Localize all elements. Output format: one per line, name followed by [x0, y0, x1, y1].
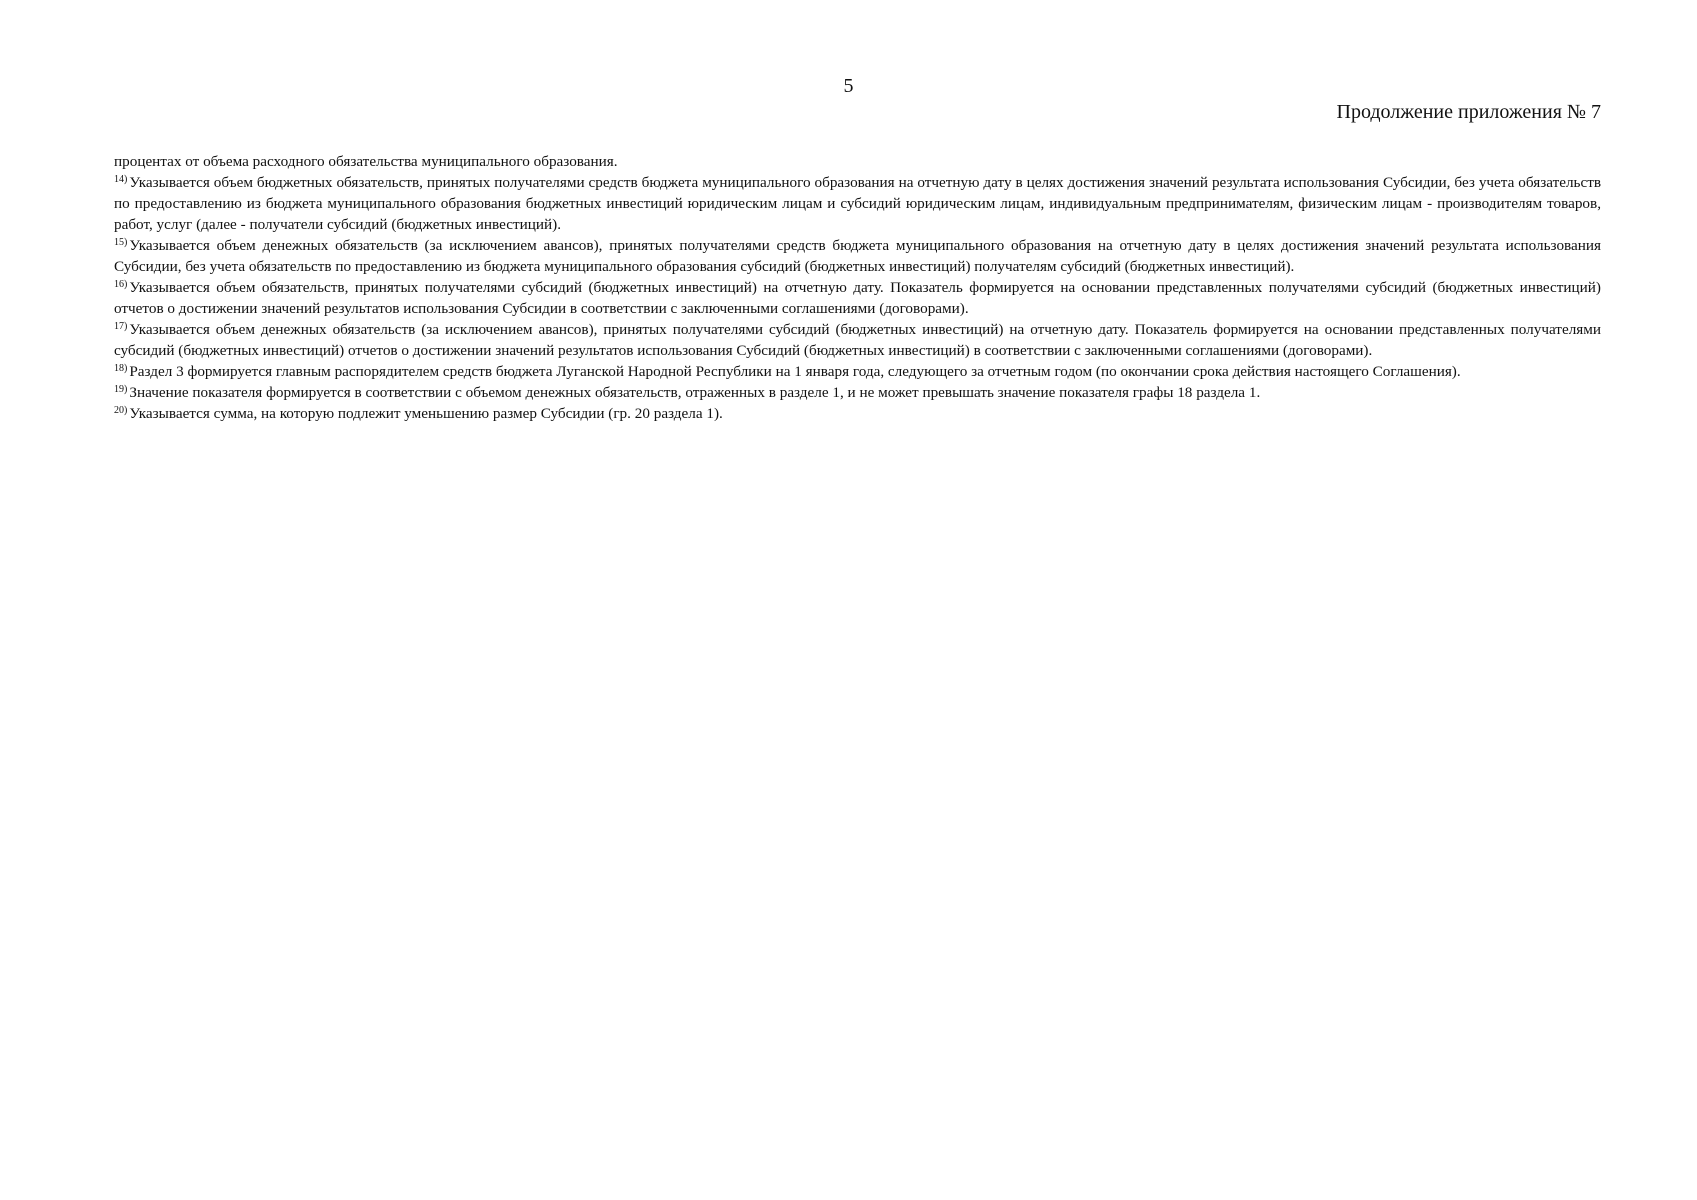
footnote-marker: 14): [114, 174, 128, 185]
footnote-marker: 18): [114, 363, 128, 374]
footnote-15: [114, 235, 1601, 277]
footnote-marker: 16): [114, 279, 128, 290]
footnote-text: Указывается сумма, на которую подлежит уменьшению размер Субсидии (гр. 20 раздела 1).: [129, 405, 723, 422]
footnote-marker: 20): [114, 405, 128, 416]
footnote-text: Указывается объем денежных обязательств (за исключением авансов), принятых получателями средств бюджета муниципального образования на отчетную дату в целях достижения значений результата использования Субсидии, без учета обязательств по предоставлению из бюджета муниципального образования субсидий (бюджетных инвестиций) получателям субсидий (бюджетных инвестиций).: [114, 237, 1601, 275]
appendix-heading: Продолжение приложения № 7: [1336, 101, 1601, 123]
footnote-text: Указывается объем бюджетных обязательств, принятых получателями средств бюджета муниципального образования на отчетную дату в целях достижения значений результата использования Субсидии, без учета обязательств по предоставлению из бюджета муниципального образования бюджетных инвестиций юридическим лицам и субсидий юридическим лицам, индивидуальным предпринимателям, физическим лицам - производителям товаров, работ, услуг (далее - получатели субсидий (бюджетных инвестиций).: [114, 174, 1601, 233]
footnote-14: [114, 172, 1601, 235]
footnote-text: Раздел 3 формируется главным распорядителем средств бюджета Луганской Народной Республики на 1 января года, следующего за отчетным годом (по окончании срока действия настоящего Соглашения).: [129, 363, 1461, 380]
footnote-marker: 17): [114, 321, 128, 332]
footnote-text: Значение показателя формируется в соответствии с объемом денежных обязательств, отраженных в разделе 1, и не может превышать значение показателя графы 18 раздела 1.: [129, 384, 1261, 401]
footnote-20: [114, 403, 1601, 424]
page-number: 5: [843, 75, 854, 97]
footnote-16: [114, 277, 1601, 319]
footnote-marker: 19): [114, 384, 128, 395]
footnote-text: Указывается объем денежных обязательств (за исключением авансов), принятых получателями субсидий (бюджетных инвестиций) на отчетную дату. Показатель формируется на основании представленных получателями субсидий (бюджетных инвестиций) отчетов о достижении значений результатов использования Субсидий (бюджетных инвестиций) в соответствии с заключенными соглашениями (договорами).: [114, 321, 1601, 359]
footnote-marker: 15): [114, 237, 128, 248]
footnote-17: [114, 319, 1601, 361]
footnote-text: процентах от объема расходного обязательства муниципального образования.: [114, 153, 618, 170]
footnote-text: Указывается объем обязательств, принятых получателями субсидий (бюджетных инвестиций) на отчетную дату. Показатель формируется на основании представленных получателями субсидий (бюджетных инвестиций) отчетов о достижении значений результатов использования Субсидии в соответствии с заключенными соглашениями (договорами).: [114, 279, 1601, 317]
footnote-18: [114, 361, 1601, 382]
footnotes-block: [114, 151, 1601, 424]
footnote-19: [114, 382, 1601, 403]
footnote-continuation: [114, 151, 1601, 172]
